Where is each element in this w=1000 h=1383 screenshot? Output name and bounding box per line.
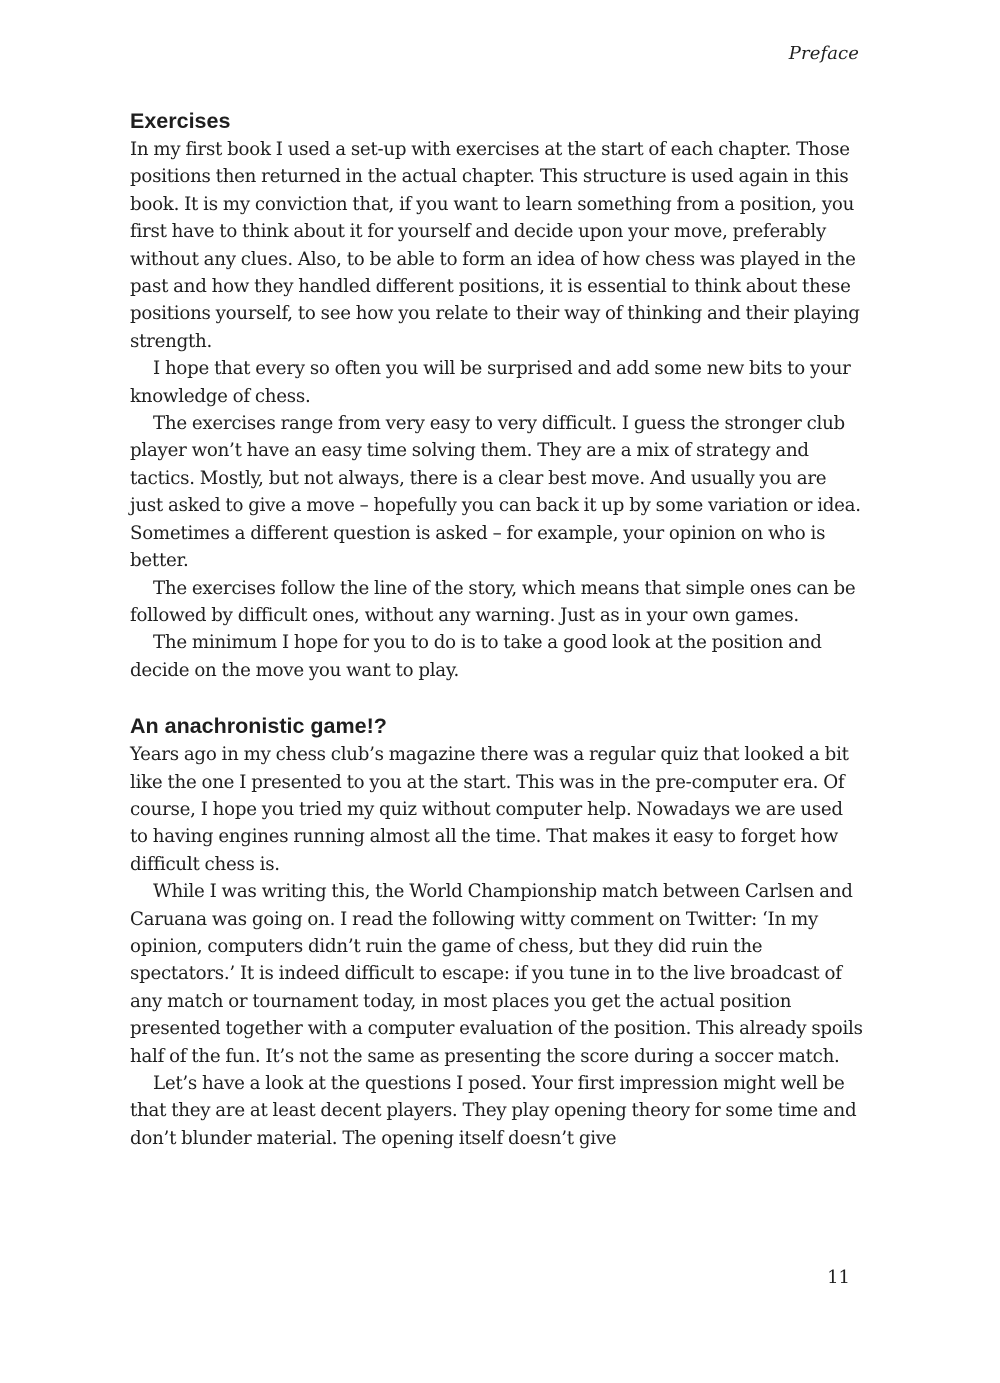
paragraph: The minimum I hope for you to do is to take a good look at the position and decide on the move you want to play. [130, 632, 822, 681]
paragraph: In my first book I used a set-up with exercises at the start of each chapter. Those positions then returned in the actual chapter. This structure is used again in this book. It is my conviction that, if you want to learn something from a position, you first have to think about it for yourself and decide upon your move, preferably without any clues. Also, to be able to form an idea of how chess was played in the past and how they handled different positions, it is essential to think about these positions yourself, to see how you relate to their way of thinking and their playing strength. [130, 139, 860, 352]
paragraph: I hope that every so often you will be surprised and add some new bits to your knowledge of chess. [130, 358, 851, 407]
section-heading: Exercises [130, 109, 231, 133]
section-anachronistic-game [130, 711, 864, 1152]
page-body [130, 106, 864, 1152]
paragraph: The exercises follow the line of the story, which means that simple ones can be followed by difficult ones, without any warning. Just as in your own games. [130, 577, 856, 626]
running-head: Preface [788, 43, 859, 64]
paragraph: The exercises range from very easy to very difficult. I guess the stronger club player won’t have an easy time solving them. They are a mix of strategy and tactics. Mostly, but not always, there is a clear best move. And usually you are just asked to give a move – hopefully you can back it up by some variation or idea. Sometimes a different question is asked – for example, your opinion on who is better. [130, 413, 861, 572]
page-number: 11 [827, 1267, 850, 1288]
paragraph: While I was writing this, the World Championship match between Carlsen and Caruana was going on. I read the following witty comment on Twitter: ‘In my opinion, computers didn’t ruin the game of chess, but they did ruin the spectators.’ It is indeed difficult to escape: if you tune in to the live broadcast of any match or tournament today, in most places you get the actual position presented together with a computer evaluation of the position. This already spoils half of the fun. It’s not the same as presenting the score during a soccer match. [130, 881, 863, 1067]
paragraph: Let’s have a look at the questions I posed. Your first impression might well be that they are at least decent players. They play opening theory for some time and don’t blunder material. The opening itself doesn’t give [130, 1073, 857, 1149]
paragraph: Years ago in my chess club’s magazine there was a regular quiz that looked a bit like the one I presented to you at the start. This was in the pre-computer era. Of course, I hope you tried my quiz without computer help. Nowadays we are used to having engines running almost all the time. That makes it easy to forget how difficult chess is. [130, 744, 849, 875]
section-heading: An anachronistic game!? [130, 714, 387, 739]
section-exercises [130, 106, 864, 684]
